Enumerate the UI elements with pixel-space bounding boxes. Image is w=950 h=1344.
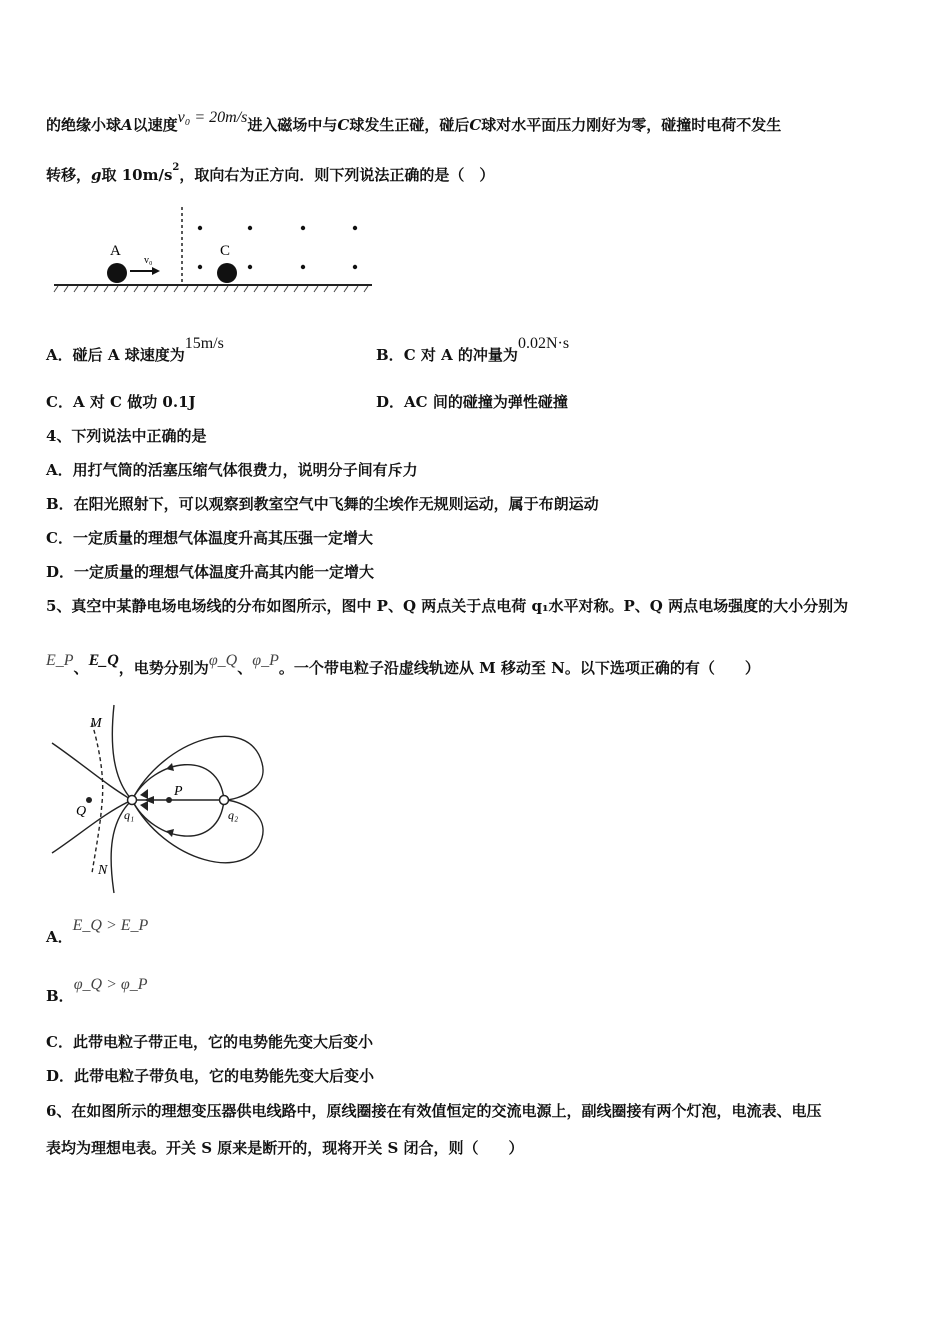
- text: 。一个带电粒子沿虚线轨迹从 M 移动至 N。以下选项正确的有（ ）: [278, 659, 760, 677]
- field-line: [52, 800, 135, 853]
- point-q: [86, 797, 92, 803]
- q3-stem-line1: [46, 109, 782, 135]
- q5-option-c: [46, 1031, 373, 1052]
- option-text: A 对 C 做功 0.1J: [72, 393, 196, 411]
- text: 2: [172, 162, 180, 173]
- label-n: N: [98, 863, 108, 878]
- field-line: [132, 800, 263, 863]
- text: 、: [237, 659, 253, 677]
- option-text: 此带电粒子带正电，它的电势能先变大后变小: [72, 1033, 373, 1051]
- text: 转移，: [46, 166, 92, 184]
- text: ，取向右为正方向．则下列说法正确的是（ ）: [179, 166, 495, 184]
- text: A: [121, 116, 133, 134]
- q3-stem-line2: [46, 164, 494, 185]
- label-v0: v₀: [144, 255, 153, 266]
- q3-option-b: [376, 335, 570, 365]
- option-key: B．: [376, 346, 404, 364]
- text: 取 10m/s: [101, 166, 173, 184]
- option-key: C．: [46, 1033, 73, 1051]
- charge-q1: [128, 796, 137, 805]
- option-math: 15m/s: [184, 335, 224, 352]
- field-line: [132, 736, 263, 800]
- label-q2: q₂: [228, 808, 239, 822]
- option-text: C 对 A 的冲量为: [403, 346, 518, 364]
- q3-option-a: [46, 335, 224, 365]
- option-key: D．: [376, 393, 405, 411]
- option-text: AC 间的碰撞为弹性碰撞: [404, 393, 568, 411]
- text: ，电势分别为: [118, 659, 209, 677]
- label-q1: q₁: [124, 808, 135, 822]
- v0-formula: v₀ = 20m/s: [177, 109, 248, 126]
- text: g: [91, 166, 102, 184]
- text: 球发生正碰，碰后: [349, 116, 470, 134]
- q3-option-c: [46, 391, 196, 412]
- q5-option-b: [46, 976, 148, 1006]
- text: C: [469, 116, 482, 134]
- text: 、: [73, 659, 89, 677]
- option-key: C．: [46, 393, 73, 411]
- option-math: 0.02N·s: [517, 335, 570, 352]
- text: 的绝缘小球: [46, 116, 122, 134]
- ball-c: [217, 263, 237, 283]
- label-q: Q: [76, 804, 87, 819]
- point-p: [166, 797, 172, 803]
- label-a: A: [110, 243, 121, 259]
- q5-stem-line2: [46, 652, 760, 678]
- q5-option-d: [46, 1065, 374, 1086]
- field-lines-figure: [44, 703, 274, 895]
- option-math: φ_Q > φ_P: [73, 976, 148, 993]
- q5-stem-line1: 5、真空中某静电场电场线的分布如图所示，图中 P、Q 两点关于点电荷 q₁水平对称。P、Q 两点电场强度的大小分别为: [46, 597, 849, 615]
- option-key: A．: [46, 928, 73, 946]
- ground-hatch: [54, 286, 368, 292]
- q6-stem-line2: 表均为理想电表。开关 S 原来是断开的，现将开关 S 闭合，则（ ）: [46, 1139, 524, 1157]
- velocity-arrowhead: [152, 267, 160, 275]
- field-lines: [52, 705, 263, 893]
- text: C: [337, 116, 350, 134]
- phiq-symbol: φ_Q: [208, 652, 238, 669]
- option-math: E_Q > E_P: [72, 917, 149, 934]
- option-text: 碰后 A 球速度为: [72, 346, 185, 364]
- collision-figure: [50, 203, 380, 298]
- text: 球对水平面压力刚好为零，碰撞时电荷不发生: [481, 116, 782, 134]
- q3-option-d: [376, 391, 568, 412]
- label-p: P: [174, 784, 183, 799]
- q4-option-d: D．一定质量的理想气体温度升高其内能一定增大: [46, 563, 375, 581]
- q6-stem-line1: 6、在如图所示的理想变压器供电线路中，原线圈接在有效值恒定的交流电源上，副线圈接有两个灯泡，电流表、电压: [46, 1102, 822, 1120]
- eq-symbol: E_Q: [88, 652, 119, 669]
- option-key: B．: [46, 987, 74, 1005]
- q4-stem: 4、下列说法中正确的是: [46, 427, 207, 445]
- label-m: M: [90, 716, 102, 731]
- option-key: D．: [46, 1067, 75, 1085]
- option-key: A．: [46, 346, 73, 364]
- q4-option-b: B．在阳光照射下，可以观察到教室空气中飞舞的尘埃作无规则运动，属于布朗运动: [46, 495, 599, 513]
- field-line: [112, 705, 132, 800]
- field-line: [52, 743, 132, 800]
- q5-option-a: [46, 917, 149, 947]
- ep-symbol: E_P: [46, 652, 74, 669]
- trajectory-dashed: [92, 723, 103, 873]
- text: 进入磁场中与: [247, 116, 338, 134]
- q4-option-c: C．一定质量的理想气体温度升高其压强一定增大: [46, 529, 373, 547]
- ball-a: [107, 263, 127, 283]
- text: 以速度: [132, 116, 178, 134]
- q4-option-a: A．用打气筒的活塞压缩气体很费力，说明分子间有斥力: [46, 461, 418, 479]
- label-c: C: [220, 243, 231, 259]
- charge-q2: [220, 796, 229, 805]
- option-text: 此带电粒子带负电，它的电势能先变大后变小: [74, 1067, 375, 1085]
- phip-symbol: φ_P: [252, 652, 279, 669]
